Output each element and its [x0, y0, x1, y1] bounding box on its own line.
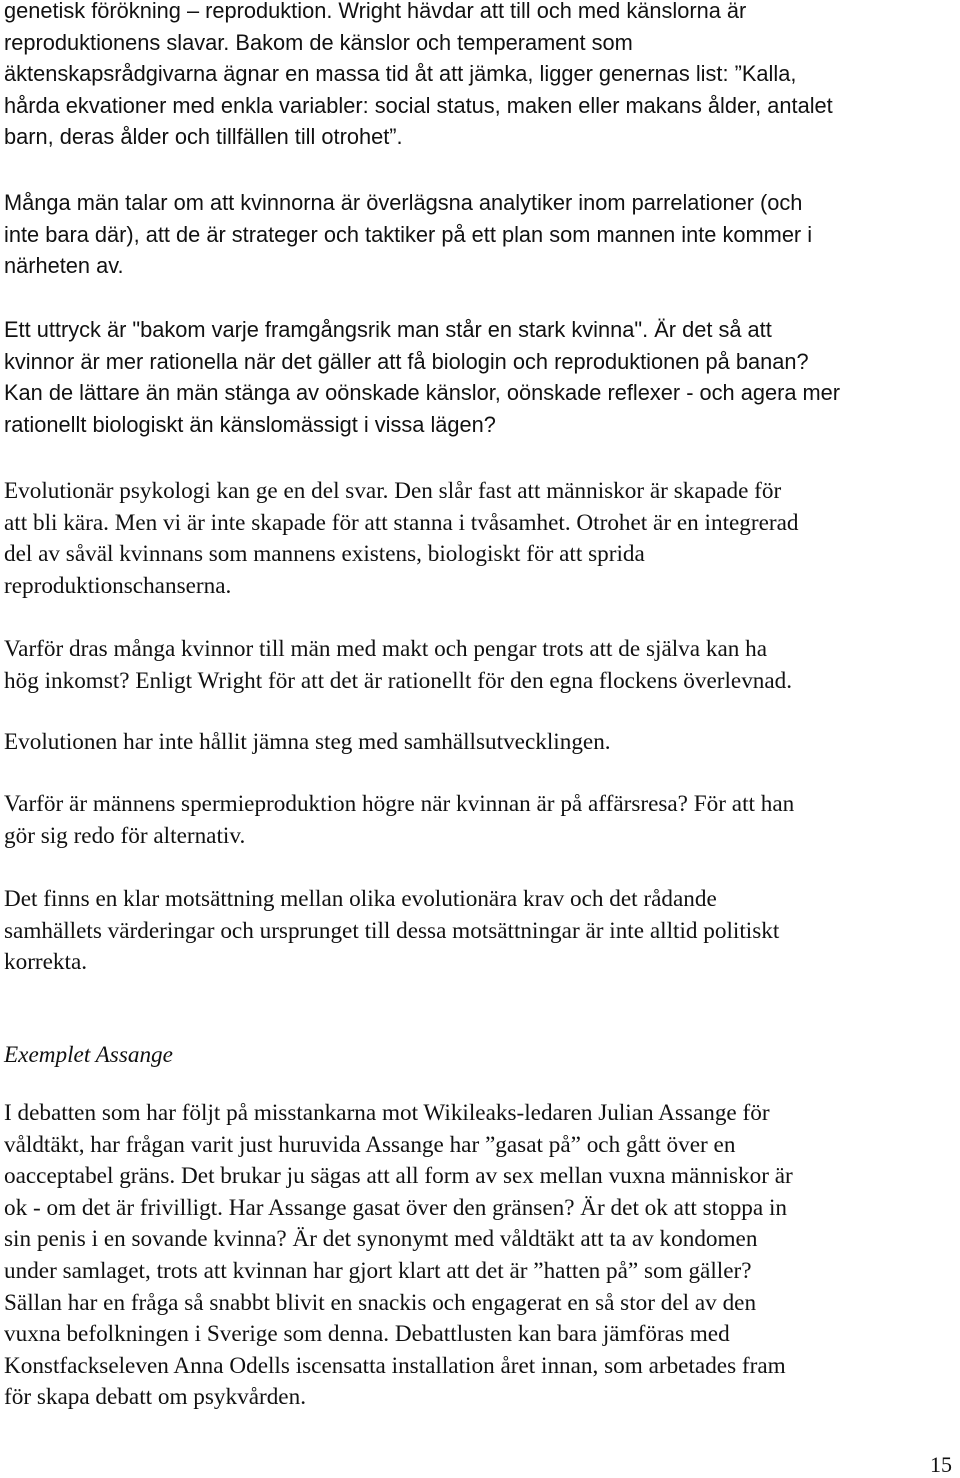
- text-line: samhällets värderingar och ursprunget till dessa motsättningar är inte alltid politiskt: [4, 917, 780, 944]
- text-line: Kan de lättare än män stänga av oönskade känslor, oönskade reflexer - och agera mer: [4, 380, 841, 406]
- text-line: Sällan har en fråga så snabbt blivit en snackis och engagerat en så stor del av den: [4, 1289, 757, 1316]
- text-line: I debatten som har följt på misstankarna mot Wikileaks-ledaren Julian Assange för: [4, 1100, 770, 1126]
- text-line: reproduktionschanserna.: [4, 572, 232, 599]
- text-line: Evolutionen har inte hållit jämna steg med samhällsutvecklingen.: [4, 729, 611, 755]
- paragraph: [4, 727, 952, 759]
- section-heading: [4, 1040, 952, 1072]
- text-line: hög inkomst? Enligt Wright för att det är rationellt för den egna flockens överlevnad.: [4, 667, 793, 694]
- text-line: sin penis i en sovande kvinna? Är det synonymt med våldtäkt att ta av kondomen: [4, 1226, 758, 1253]
- text-line: oacceptabel gräns. Det brukar ju sägas att all form av sex mellan vuxna människor är: [4, 1163, 793, 1190]
- heading-text: Exemplet Assange: [4, 1042, 173, 1068]
- text-line: del av såväl kvinnans som mannens existens, biologiskt för att sprida: [4, 541, 645, 568]
- text-line: Varför är männens spermieproduktion högre när kvinnan är på affärsresa? För att han: [4, 791, 795, 817]
- text-line: Evolutionär psykologi kan ge en del svar. Den slår fast att människor är skapade för: [4, 478, 782, 504]
- text-line: äktenskapsrådgivarna ägnar en massa tid åt att jämka, ligger genernas list: ”Kalla,: [4, 61, 797, 87]
- paragraph: [4, 634, 952, 697]
- page-number: 15: [930, 1452, 952, 1477]
- text-line: Konstfackseleven Anna Odells iscensatta installation året innan, som arbetades fram: [4, 1352, 786, 1379]
- paragraph: [4, 314, 952, 440]
- text-line: genetisk förökning – reproduktion. Wright hävdar att till och med känslorna är: [4, 0, 747, 23]
- text-line: rationellt biologiskt än känslomässigt i vissa lägen?: [4, 411, 496, 437]
- text-line: ok - om det är frivilligt. Har Assange gasat över den gränsen? Är det ok att stoppa in: [4, 1194, 788, 1221]
- text-line: under samlaget, trots att kvinnan har gjort klart att det är ”hatten på” som gäller?: [4, 1257, 752, 1284]
- text-line: våldtäkt, har frågan varit just huruvida Assange har ”gasat på” och gått över en: [4, 1131, 736, 1158]
- text-line: Många män talar om att kvinnorna är överlägsna analytiker inom parrelationer (och: [4, 190, 803, 215]
- text-line: reproduktionens slavar. Bakom de känslor och temperament som: [4, 29, 633, 55]
- paragraph: [4, 789, 952, 852]
- text-line: Det finns en klar motsättning mellan olika evolutionära krav och det rådande: [4, 886, 717, 912]
- paragraph: [4, 884, 952, 979]
- intro-paragraph: [4, 0, 952, 153]
- paragraph: [4, 476, 952, 602]
- text-line: att bli kära. Men vi är inte skapade för att stanna i tvåsamhet. Otrohet är en integrerad: [4, 509, 799, 536]
- text-line: hårda ekvationer med enkla variabler: social status, maken eller makans ålder, antalet: [4, 92, 833, 118]
- text-line: kvinnor är mer rationella när det gäller att få biologin och reproduktionen på banan?: [4, 348, 809, 374]
- text-line: Ett uttryck är "bakom varje framgångsrik man står en stark kvinna". Är det så att: [4, 317, 772, 342]
- text-line: närheten av.: [4, 253, 124, 279]
- text-line: vuxna befolkningen i Sverige som denna. Debattlusten kan bara jämföras med: [4, 1321, 730, 1348]
- text-line: gör sig redo för alternativ.: [4, 822, 246, 849]
- text-line: inte bara där), att de är strateger och taktiker på ett plan som mannen inte kommer i: [4, 221, 813, 247]
- text-line: barn, deras ålder och tillfällen till otrohet”.: [4, 124, 403, 150]
- text-line: Varför dras många kvinnor till män med makt och pengar trots att de själva kan ha: [4, 636, 768, 662]
- assange-paragraph: [4, 1098, 952, 1414]
- paragraph: [4, 187, 952, 282]
- text-line: korrekta.: [4, 949, 88, 976]
- text-line: för skapa debatt om psykvården.: [4, 1384, 306, 1411]
